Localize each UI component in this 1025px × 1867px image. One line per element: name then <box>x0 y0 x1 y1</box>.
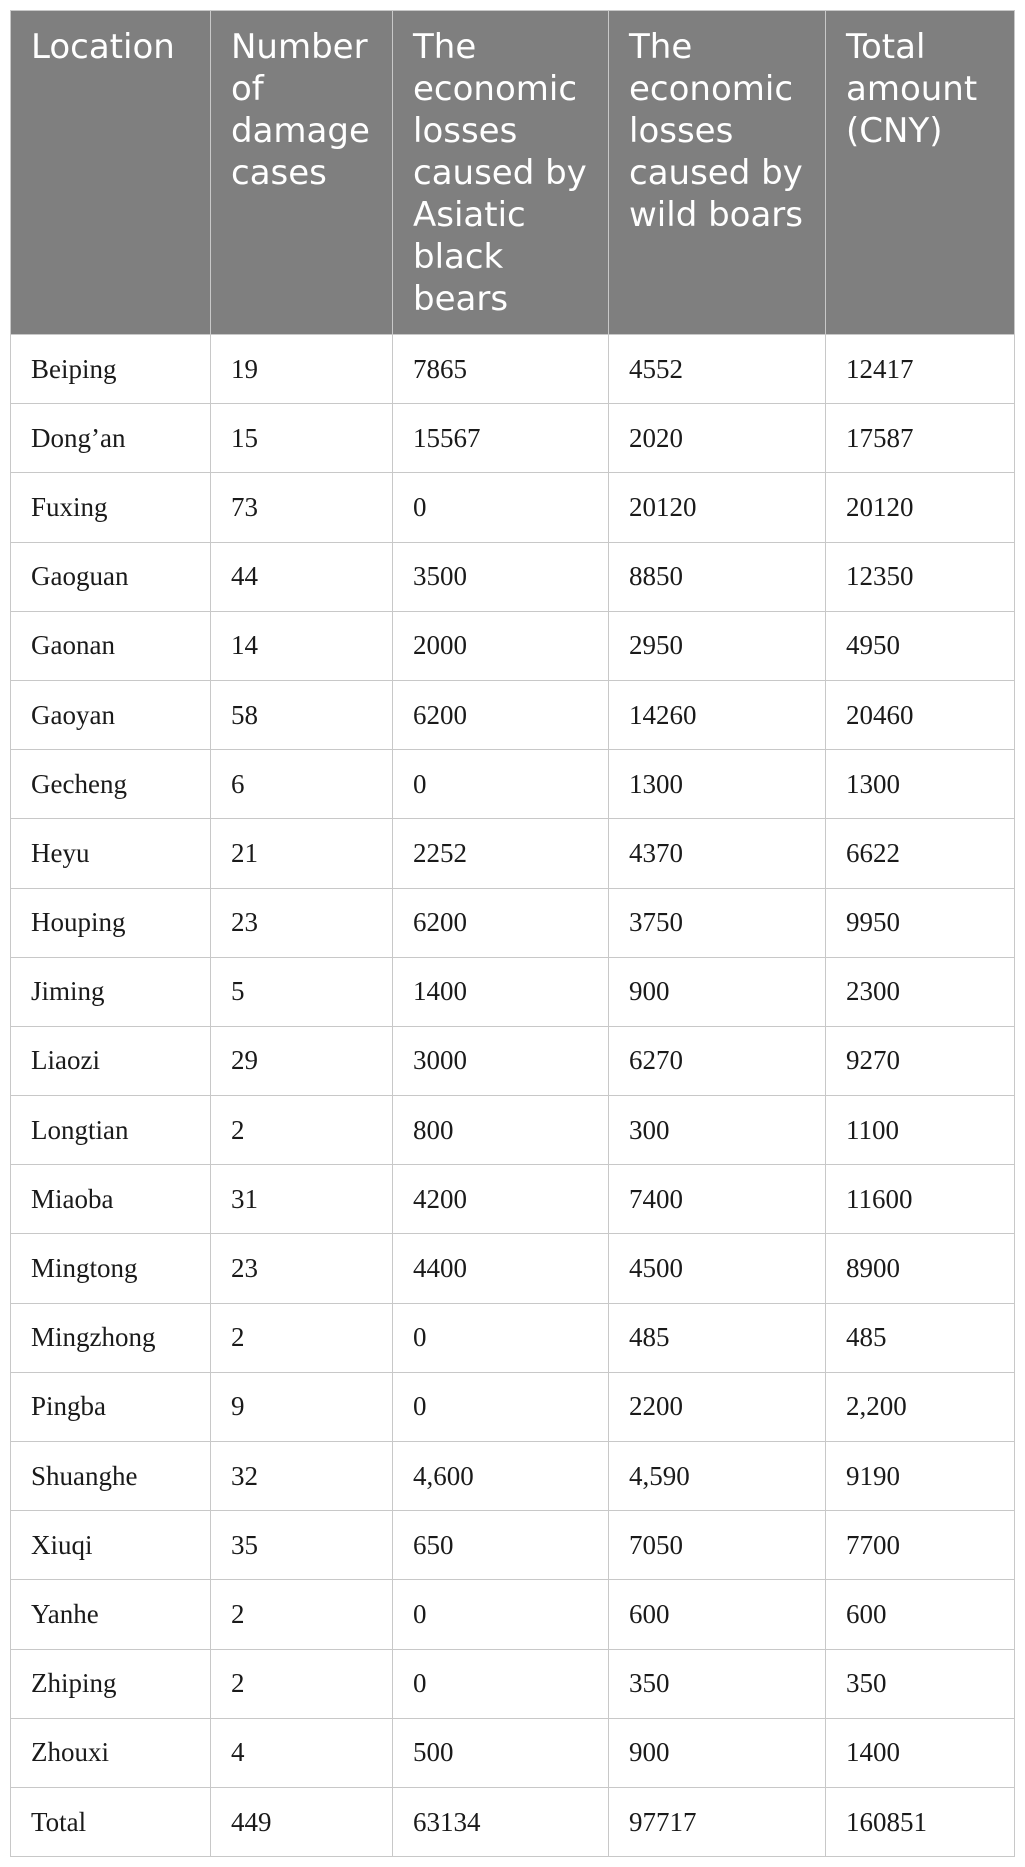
table-row <box>11 1165 1015 1234</box>
location-cell: Longtian <box>11 1096 211 1165</box>
location-cell: Zhiping <box>11 1649 211 1718</box>
boar-losses-cell: 7400 <box>609 1165 826 1234</box>
location-cell: Xiuqi <box>11 1511 211 1580</box>
bear-losses-cell: 800 <box>393 1096 609 1165</box>
location-cell: Mingtong <box>11 1234 211 1303</box>
bear-losses-cell: 0 <box>393 1580 609 1649</box>
table-row <box>11 611 1015 680</box>
header-location: Location <box>11 11 211 335</box>
table-row <box>11 1096 1015 1165</box>
bear-losses-cell: 2000 <box>393 611 609 680</box>
bear-losses-cell: 3500 <box>393 542 609 611</box>
boar-losses-cell: 2950 <box>609 611 826 680</box>
bear-losses-cell: 4,600 <box>393 1442 609 1511</box>
location-cell: Pingba <box>11 1372 211 1441</box>
header-damage-cases: Number of damage cases <box>211 11 393 335</box>
damage-cases-cell: 5 <box>211 957 393 1026</box>
table-row <box>11 1026 1015 1095</box>
damage-cases-cell: 32 <box>211 1442 393 1511</box>
table-row <box>11 1372 1015 1441</box>
total-amount-cell: 6622 <box>826 819 1015 888</box>
boar-losses-cell: 14260 <box>609 680 826 749</box>
boar-losses-cell: 2020 <box>609 404 826 473</box>
bear-losses-cell: 0 <box>393 1649 609 1718</box>
damage-cases-cell: 73 <box>211 473 393 542</box>
total-amount-cell: 1400 <box>826 1718 1015 1787</box>
location-cell: Shuanghe <box>11 1442 211 1511</box>
bear-losses-cell: 0 <box>393 750 609 819</box>
total-amount-cell: 485 <box>826 1303 1015 1372</box>
damage-cases-cell: 2 <box>211 1649 393 1718</box>
damage-cases-cell: 449 <box>211 1787 393 1856</box>
header-row <box>11 11 1015 335</box>
bear-losses-cell: 0 <box>393 473 609 542</box>
header-total-amount: Total amount (CNY) <box>826 11 1015 335</box>
boar-losses-cell: 97717 <box>609 1787 826 1856</box>
location-cell: Beiping <box>11 335 211 404</box>
boar-losses-cell: 4500 <box>609 1234 826 1303</box>
total-amount-cell: 9190 <box>826 1442 1015 1511</box>
table-row <box>11 750 1015 819</box>
bear-losses-cell: 500 <box>393 1718 609 1787</box>
boar-losses-cell: 600 <box>609 1580 826 1649</box>
damage-cases-cell: 23 <box>211 888 393 957</box>
damage-cases-cell: 9 <box>211 1372 393 1441</box>
table-row <box>11 957 1015 1026</box>
header-bear-losses: The economic losses caused by Asiatic black bears <box>393 11 609 335</box>
total-amount-cell: 9950 <box>826 888 1015 957</box>
table-row <box>11 819 1015 888</box>
boar-losses-cell: 350 <box>609 1649 826 1718</box>
bear-losses-cell: 650 <box>393 1511 609 1580</box>
damage-cases-cell: 14 <box>211 611 393 680</box>
location-cell: Fuxing <box>11 473 211 542</box>
bear-losses-cell: 0 <box>393 1372 609 1441</box>
damage-cases-cell: 29 <box>211 1026 393 1095</box>
total-amount-cell: 12350 <box>826 542 1015 611</box>
damage-cases-cell: 58 <box>211 680 393 749</box>
total-row <box>11 1787 1015 1856</box>
boar-losses-cell: 20120 <box>609 473 826 542</box>
boar-losses-cell: 7050 <box>609 1511 826 1580</box>
boar-losses-cell: 8850 <box>609 542 826 611</box>
bear-losses-cell: 4200 <box>393 1165 609 1234</box>
boar-losses-cell: 4,590 <box>609 1442 826 1511</box>
total-amount-cell: 2300 <box>826 957 1015 1026</box>
location-cell: Jiming <box>11 957 211 1026</box>
total-amount-cell: 11600 <box>826 1165 1015 1234</box>
damage-losses-table <box>10 10 1015 1857</box>
table-row <box>11 404 1015 473</box>
location-cell: Gaonan <box>11 611 211 680</box>
boar-losses-cell: 900 <box>609 1718 826 1787</box>
bear-losses-cell: 6200 <box>393 680 609 749</box>
bear-losses-cell: 15567 <box>393 404 609 473</box>
damage-cases-cell: 4 <box>211 1718 393 1787</box>
total-amount-cell: 12417 <box>826 335 1015 404</box>
damage-cases-cell: 19 <box>211 335 393 404</box>
total-amount-cell: 160851 <box>826 1787 1015 1856</box>
bear-losses-cell: 4400 <box>393 1234 609 1303</box>
boar-losses-cell: 6270 <box>609 1026 826 1095</box>
table-row <box>11 473 1015 542</box>
location-cell: Liaozi <box>11 1026 211 1095</box>
total-amount-cell: 1100 <box>826 1096 1015 1165</box>
bear-losses-cell: 7865 <box>393 335 609 404</box>
table-row <box>11 1303 1015 1372</box>
total-amount-cell: 17587 <box>826 404 1015 473</box>
damage-cases-cell: 31 <box>211 1165 393 1234</box>
table-row <box>11 1442 1015 1511</box>
boar-losses-cell: 4552 <box>609 335 826 404</box>
damage-cases-cell: 2 <box>211 1580 393 1649</box>
table-row <box>11 680 1015 749</box>
damage-cases-cell: 35 <box>211 1511 393 1580</box>
damage-cases-cell: 44 <box>211 542 393 611</box>
table-body <box>11 335 1015 1857</box>
damage-cases-cell: 2 <box>211 1303 393 1372</box>
bear-losses-cell: 63134 <box>393 1787 609 1856</box>
table-row <box>11 1511 1015 1580</box>
location-cell: Gaoyan <box>11 680 211 749</box>
total-amount-cell: 600 <box>826 1580 1015 1649</box>
boar-losses-cell: 300 <box>609 1096 826 1165</box>
table-header <box>11 11 1015 335</box>
location-cell: Gaoguan <box>11 542 211 611</box>
total-amount-cell: 4950 <box>826 611 1015 680</box>
location-cell: Total <box>11 1787 211 1856</box>
location-cell: Gecheng <box>11 750 211 819</box>
boar-losses-cell: 3750 <box>609 888 826 957</box>
table-row <box>11 1718 1015 1787</box>
boar-losses-cell: 1300 <box>609 750 826 819</box>
header-boar-losses: The economic losses caused by wild boars <box>609 11 826 335</box>
total-amount-cell: 8900 <box>826 1234 1015 1303</box>
damage-cases-cell: 2 <box>211 1096 393 1165</box>
location-cell: Dong’an <box>11 404 211 473</box>
bear-losses-cell: 0 <box>393 1303 609 1372</box>
boar-losses-cell: 2200 <box>609 1372 826 1441</box>
location-cell: Zhouxi <box>11 1718 211 1787</box>
bear-losses-cell: 6200 <box>393 888 609 957</box>
damage-cases-cell: 6 <box>211 750 393 819</box>
total-amount-cell: 350 <box>826 1649 1015 1718</box>
table-row <box>11 542 1015 611</box>
boar-losses-cell: 900 <box>609 957 826 1026</box>
boar-losses-cell: 485 <box>609 1303 826 1372</box>
table-row <box>11 888 1015 957</box>
boar-losses-cell: 4370 <box>609 819 826 888</box>
location-cell: Heyu <box>11 819 211 888</box>
total-amount-cell: 20460 <box>826 680 1015 749</box>
total-amount-cell: 1300 <box>826 750 1015 819</box>
damage-cases-cell: 23 <box>211 1234 393 1303</box>
damage-cases-cell: 21 <box>211 819 393 888</box>
bear-losses-cell: 2252 <box>393 819 609 888</box>
table-row <box>11 1580 1015 1649</box>
location-cell: Yanhe <box>11 1580 211 1649</box>
table-row <box>11 1649 1015 1718</box>
total-amount-cell: 9270 <box>826 1026 1015 1095</box>
damage-cases-cell: 15 <box>211 404 393 473</box>
total-amount-cell: 7700 <box>826 1511 1015 1580</box>
location-cell: Miaoba <box>11 1165 211 1234</box>
table-row <box>11 1234 1015 1303</box>
total-amount-cell: 20120 <box>826 473 1015 542</box>
bear-losses-cell: 3000 <box>393 1026 609 1095</box>
data-table-container <box>10 10 1014 1857</box>
table-row <box>11 335 1015 404</box>
total-amount-cell: 2,200 <box>826 1372 1015 1441</box>
location-cell: Houping <box>11 888 211 957</box>
location-cell: Mingzhong <box>11 1303 211 1372</box>
bear-losses-cell: 1400 <box>393 957 609 1026</box>
